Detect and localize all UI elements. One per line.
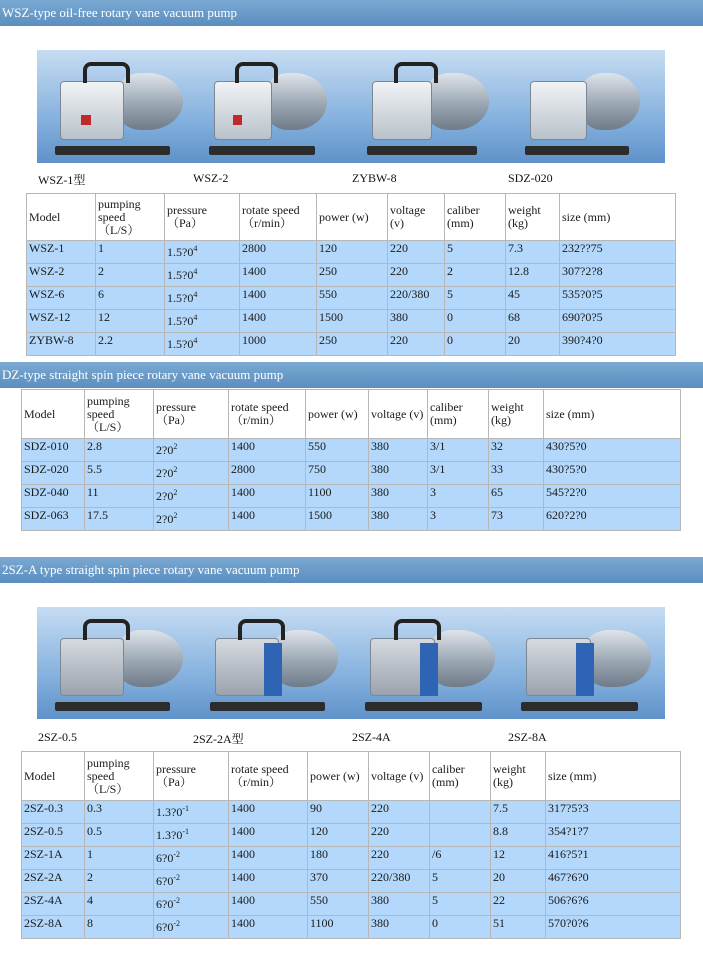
pressure-mantissa: 2?0 xyxy=(156,489,174,503)
cell-size: 430?5?0 xyxy=(544,439,680,461)
cell-weight: 65 xyxy=(489,485,543,507)
pump-photo-2sz-8a xyxy=(521,617,651,711)
pressure-exponent: 2 xyxy=(173,442,178,451)
cell-weight: 20 xyxy=(506,333,559,355)
table-row xyxy=(22,508,680,530)
pressure-mantissa: 1.3?0 xyxy=(156,805,183,819)
cell-caliber: 3/1 xyxy=(428,462,488,484)
cell-voltage: 220/380 xyxy=(369,870,429,892)
pump-photo-zybw-8 xyxy=(367,60,489,155)
cell-pumping-speed: 0.5 xyxy=(85,824,153,846)
cell-size: 620?2?0 xyxy=(544,508,680,530)
cell-weight: 12.8 xyxy=(506,264,559,286)
cell-pressure xyxy=(165,333,239,355)
cell-model: 2SZ-4A xyxy=(22,893,84,915)
cell-weight: 32 xyxy=(489,439,543,461)
pump-photo-2sz-2a xyxy=(210,617,338,711)
spec-table-dz xyxy=(21,389,681,531)
cell-model: 2SZ-0.3 xyxy=(22,801,84,823)
cell-size: 545?2?0 xyxy=(544,485,680,507)
caption-photo-2: WSZ-2 xyxy=(193,171,229,185)
cell-pressure xyxy=(165,287,239,309)
pressure-mantissa: 1.5?0 xyxy=(167,245,194,259)
cell-pressure xyxy=(165,310,239,332)
cell-voltage: 220 xyxy=(388,333,444,355)
cell-pumping-speed: 6 xyxy=(96,287,164,309)
table-row xyxy=(22,916,680,938)
cell-size: 390?4?0 xyxy=(560,333,675,355)
cell-power: 250 xyxy=(317,264,387,286)
product-photo-strip-wsz xyxy=(37,50,665,163)
cell-power: 1500 xyxy=(306,508,368,530)
pressure-exponent: -2 xyxy=(173,919,180,928)
cell-model: WSZ-12 xyxy=(27,310,95,332)
cell-pressure xyxy=(154,439,228,461)
cell-weight: 7.5 xyxy=(491,801,545,823)
pressure-exponent: 2 xyxy=(173,465,178,474)
cell-voltage: 380 xyxy=(369,485,427,507)
cell-size: 570?0?6 xyxy=(546,916,680,938)
cell-pumping-speed: 11 xyxy=(85,485,153,507)
cell-model: 2SZ-1A xyxy=(22,847,84,869)
header-voltage: voltage (v) xyxy=(369,752,429,800)
cell-weight: 51 xyxy=(491,916,545,938)
cell-power: 550 xyxy=(308,893,368,915)
header-caliber: caliber (mm) xyxy=(445,194,505,240)
cell-voltage: 380 xyxy=(388,310,444,332)
table-row xyxy=(22,801,680,823)
cell-pumping-speed: 1 xyxy=(96,241,164,263)
header-power: power (w) xyxy=(317,194,387,240)
cell-voltage: 380 xyxy=(369,462,427,484)
pressure-exponent: 4 xyxy=(193,244,198,253)
cell-rotate-speed: 1400 xyxy=(229,916,307,938)
cell-model: ZYBW-8 xyxy=(27,333,95,355)
cell-weight: 12 xyxy=(491,847,545,869)
header-power: power (w) xyxy=(308,752,368,800)
cell-voltage: 380 xyxy=(369,439,427,461)
pressure-exponent: 2 xyxy=(173,488,178,497)
cell-voltage: 220/380 xyxy=(388,287,444,309)
section-title: 2SZ-A type straight spin piece rotary vane vacuum pump xyxy=(2,562,300,577)
header-pumping-speed: pumping speed （L/S） xyxy=(85,390,153,438)
table-row xyxy=(22,847,680,869)
pump-photo-wsz-2 xyxy=(209,60,327,155)
cell-pressure xyxy=(154,824,228,846)
header-pressure: pressure （Pa） xyxy=(154,390,228,438)
cell-caliber: 2 xyxy=(445,264,505,286)
pressure-mantissa: 1.3?0 xyxy=(156,828,183,842)
cell-size: 535?0?5 xyxy=(560,287,675,309)
cell-caliber: 3 xyxy=(428,508,488,530)
cell-caliber: 5 xyxy=(445,241,505,263)
cell-caliber: 0 xyxy=(445,310,505,332)
section-banner-2sz xyxy=(0,557,703,583)
cell-pressure xyxy=(154,847,228,869)
spec-table-2sz xyxy=(21,751,681,939)
table-row xyxy=(22,462,680,484)
pressure-mantissa: 1.5?0 xyxy=(167,291,194,305)
pressure-exponent: 4 xyxy=(193,313,198,322)
cell-caliber: 5 xyxy=(430,870,490,892)
pressure-exponent: 4 xyxy=(193,267,198,276)
header-rotate-speed: rotate speed （r/min） xyxy=(229,752,307,800)
cell-power: 120 xyxy=(308,824,368,846)
table-row xyxy=(22,870,680,892)
cell-pumping-speed: 2.2 xyxy=(96,333,164,355)
cell-power: 90 xyxy=(308,801,368,823)
cell-model: SDZ-010 xyxy=(22,439,84,461)
pressure-mantissa: 1.5?0 xyxy=(167,337,194,351)
cell-pumping-speed: 2 xyxy=(96,264,164,286)
header-size: size (mm) xyxy=(560,194,675,240)
header-pressure: pressure （Pa） xyxy=(154,752,228,800)
caption-photo-4: SDZ-020 xyxy=(508,171,553,185)
cell-size: 317?5?3 xyxy=(546,801,680,823)
pump-photo-sdz-020 xyxy=(525,60,640,155)
cell-pumping-speed: 4 xyxy=(85,893,153,915)
cell-rotate-speed: 1400 xyxy=(229,801,307,823)
pressure-exponent: 4 xyxy=(193,290,198,299)
cell-caliber: 5 xyxy=(430,893,490,915)
cell-pumping-speed: 17.5 xyxy=(85,508,153,530)
header-size: size (mm) xyxy=(544,390,680,438)
cell-rotate-speed: 2800 xyxy=(240,241,316,263)
cell-weight: 33 xyxy=(489,462,543,484)
cell-pressure xyxy=(154,462,228,484)
pressure-mantissa: 2?0 xyxy=(156,443,174,457)
cell-rotate-speed: 1400 xyxy=(229,508,305,530)
cell-power: 550 xyxy=(306,439,368,461)
cell-model: WSZ-2 xyxy=(27,264,95,286)
pressure-mantissa: 6?0 xyxy=(156,920,174,934)
cell-power: 180 xyxy=(308,847,368,869)
cell-model: SDZ-020 xyxy=(22,462,84,484)
header-voltage: voltage (v) xyxy=(388,194,444,240)
table-row xyxy=(22,893,680,915)
cell-caliber: /6 xyxy=(430,847,490,869)
cell-weight: 73 xyxy=(489,508,543,530)
cell-voltage: 220 xyxy=(388,241,444,263)
cell-caliber: 3/1 xyxy=(428,439,488,461)
section-banner-dz xyxy=(0,362,703,388)
table-row xyxy=(27,310,675,332)
cell-size: 506?6?6 xyxy=(546,893,680,915)
pressure-exponent: -1 xyxy=(182,827,189,836)
cell-power: 1100 xyxy=(308,916,368,938)
section-title: DZ-type straight spin piece rotary vane vacuum pump xyxy=(2,367,284,382)
table-row xyxy=(22,485,680,507)
cell-caliber: 0 xyxy=(430,916,490,938)
cell-weight: 8.8 xyxy=(491,824,545,846)
caption-photo-3: ZYBW-8 xyxy=(352,171,397,185)
section-title: WSZ-type oil-free rotary vane vacuum pump xyxy=(2,5,237,20)
cell-weight: 68 xyxy=(506,310,559,332)
cell-voltage: 380 xyxy=(369,508,427,530)
table-row xyxy=(27,333,675,355)
cell-rotate-speed: 1400 xyxy=(240,310,316,332)
cell-power: 1100 xyxy=(306,485,368,507)
caption-photo-4: 2SZ-8A xyxy=(508,730,547,744)
pressure-mantissa: 2?0 xyxy=(156,466,174,480)
table-row xyxy=(22,824,680,846)
header-pumping-speed: pumping speed （L/S） xyxy=(85,752,153,800)
cell-power: 750 xyxy=(306,462,368,484)
cell-voltage: 220 xyxy=(388,264,444,286)
header-model: Model xyxy=(22,390,84,438)
cell-rotate-speed: 1400 xyxy=(229,870,307,892)
pressure-exponent: -2 xyxy=(173,850,180,859)
header-weight: weight (kg) xyxy=(491,752,545,800)
cell-size: 232??75 xyxy=(560,241,675,263)
cell-pumping-speed: 2 xyxy=(85,870,153,892)
cell-caliber: 5 xyxy=(445,287,505,309)
cell-size: 430?5?0 xyxy=(544,462,680,484)
cell-pressure xyxy=(154,893,228,915)
cell-model: WSZ-6 xyxy=(27,287,95,309)
caption-photo-1: 2SZ-0.5 xyxy=(38,730,77,744)
header-power: power (w) xyxy=(306,390,368,438)
cell-rotate-speed: 1000 xyxy=(240,333,316,355)
section-banner-wsz xyxy=(0,0,703,26)
cell-voltage: 220 xyxy=(369,847,429,869)
cell-power: 120 xyxy=(317,241,387,263)
header-voltage: voltage (v) xyxy=(369,390,427,438)
cell-rotate-speed: 1400 xyxy=(229,893,307,915)
cell-pumping-speed: 1 xyxy=(85,847,153,869)
caption-photo-2: 2SZ-2A型 xyxy=(193,732,244,746)
pressure-mantissa: 1.5?0 xyxy=(167,268,194,282)
pressure-exponent: 2 xyxy=(173,511,178,520)
cell-model: 2SZ-8A xyxy=(22,916,84,938)
pressure-mantissa: 6?0 xyxy=(156,897,174,911)
cell-pressure xyxy=(154,916,228,938)
cell-voltage: 220 xyxy=(369,824,429,846)
pressure-mantissa: 6?0 xyxy=(156,874,174,888)
cell-pumping-speed: 12 xyxy=(96,310,164,332)
cell-model: SDZ-063 xyxy=(22,508,84,530)
cell-pressure xyxy=(165,264,239,286)
cell-voltage: 380 xyxy=(369,916,429,938)
cell-pumping-speed: 2.8 xyxy=(85,439,153,461)
pressure-exponent: -1 xyxy=(182,804,189,813)
pressure-mantissa: 6?0 xyxy=(156,851,174,865)
header-model: Model xyxy=(22,752,84,800)
pump-photo-wsz-1 xyxy=(55,60,183,155)
pressure-mantissa: 1.5?0 xyxy=(167,314,194,328)
cell-pressure xyxy=(154,870,228,892)
cell-weight: 22 xyxy=(491,893,545,915)
pressure-exponent: 4 xyxy=(193,336,198,345)
spec-table-wsz xyxy=(26,193,676,356)
header-rotate-speed: rotate speed （r/min） xyxy=(240,194,316,240)
table-row xyxy=(27,264,675,286)
cell-model: 2SZ-2A xyxy=(22,870,84,892)
caption-photo-3: 2SZ-4A xyxy=(352,730,391,744)
table-row xyxy=(22,439,680,461)
cell-pressure xyxy=(154,485,228,507)
cell-rotate-speed: 2800 xyxy=(229,462,305,484)
header-caliber: caliber (mm) xyxy=(430,752,490,800)
table-row xyxy=(27,287,675,309)
cell-rotate-speed: 1400 xyxy=(240,264,316,286)
header-caliber: caliber (mm) xyxy=(428,390,488,438)
cell-size: 307?2?8 xyxy=(560,264,675,286)
cell-pumping-speed: 0.3 xyxy=(85,801,153,823)
cell-pumping-speed: 5.5 xyxy=(85,462,153,484)
cell-caliber xyxy=(430,801,490,823)
cell-weight: 7.3 xyxy=(506,241,559,263)
cell-rotate-speed: 1400 xyxy=(240,287,316,309)
cell-rotate-speed: 1400 xyxy=(229,485,305,507)
cell-size: 467?6?0 xyxy=(546,870,680,892)
cell-pumping-speed: 8 xyxy=(85,916,153,938)
cell-caliber: 3 xyxy=(428,485,488,507)
cell-voltage: 380 xyxy=(369,893,429,915)
cell-model: WSZ-1 xyxy=(27,241,95,263)
cell-size: 416?5?1 xyxy=(546,847,680,869)
header-model: Model xyxy=(27,194,95,240)
cell-rotate-speed: 1400 xyxy=(229,847,307,869)
header-weight: weight (kg) xyxy=(506,194,559,240)
product-photo-strip-2sz xyxy=(37,607,665,719)
pressure-exponent: -2 xyxy=(173,873,180,882)
cell-rotate-speed: 1400 xyxy=(229,824,307,846)
cell-weight: 45 xyxy=(506,287,559,309)
header-rotate-speed: rotate speed （r/min） xyxy=(229,390,305,438)
cell-pressure xyxy=(154,801,228,823)
cell-weight: 20 xyxy=(491,870,545,892)
cell-power: 370 xyxy=(308,870,368,892)
cell-pressure xyxy=(165,241,239,263)
header-pressure: pressure （Pa） xyxy=(165,194,239,240)
cell-rotate-speed: 1400 xyxy=(229,439,305,461)
pump-photo-2sz-4a xyxy=(365,617,495,711)
cell-model: SDZ-040 xyxy=(22,485,84,507)
cell-power: 550 xyxy=(317,287,387,309)
cell-model: 2SZ-0.5 xyxy=(22,824,84,846)
header-size: size (mm) xyxy=(546,752,680,800)
header-weight: weight (kg) xyxy=(489,390,543,438)
table-row xyxy=(27,241,675,263)
cell-voltage: 220 xyxy=(369,801,429,823)
cell-power: 250 xyxy=(317,333,387,355)
header-pumping-speed: pumping speed （L/S） xyxy=(96,194,164,240)
pressure-exponent: -2 xyxy=(173,896,180,905)
cell-caliber: 0 xyxy=(445,333,505,355)
caption-photo-1: WSZ-1型 xyxy=(38,173,86,187)
cell-size: 690?0?5 xyxy=(560,310,675,332)
cell-pressure xyxy=(154,508,228,530)
pump-photo-2sz-0-5 xyxy=(55,617,183,711)
cell-power: 1500 xyxy=(317,310,387,332)
cell-size: 354?1?7 xyxy=(546,824,680,846)
cell-caliber xyxy=(430,824,490,846)
pressure-mantissa: 2?0 xyxy=(156,512,174,526)
